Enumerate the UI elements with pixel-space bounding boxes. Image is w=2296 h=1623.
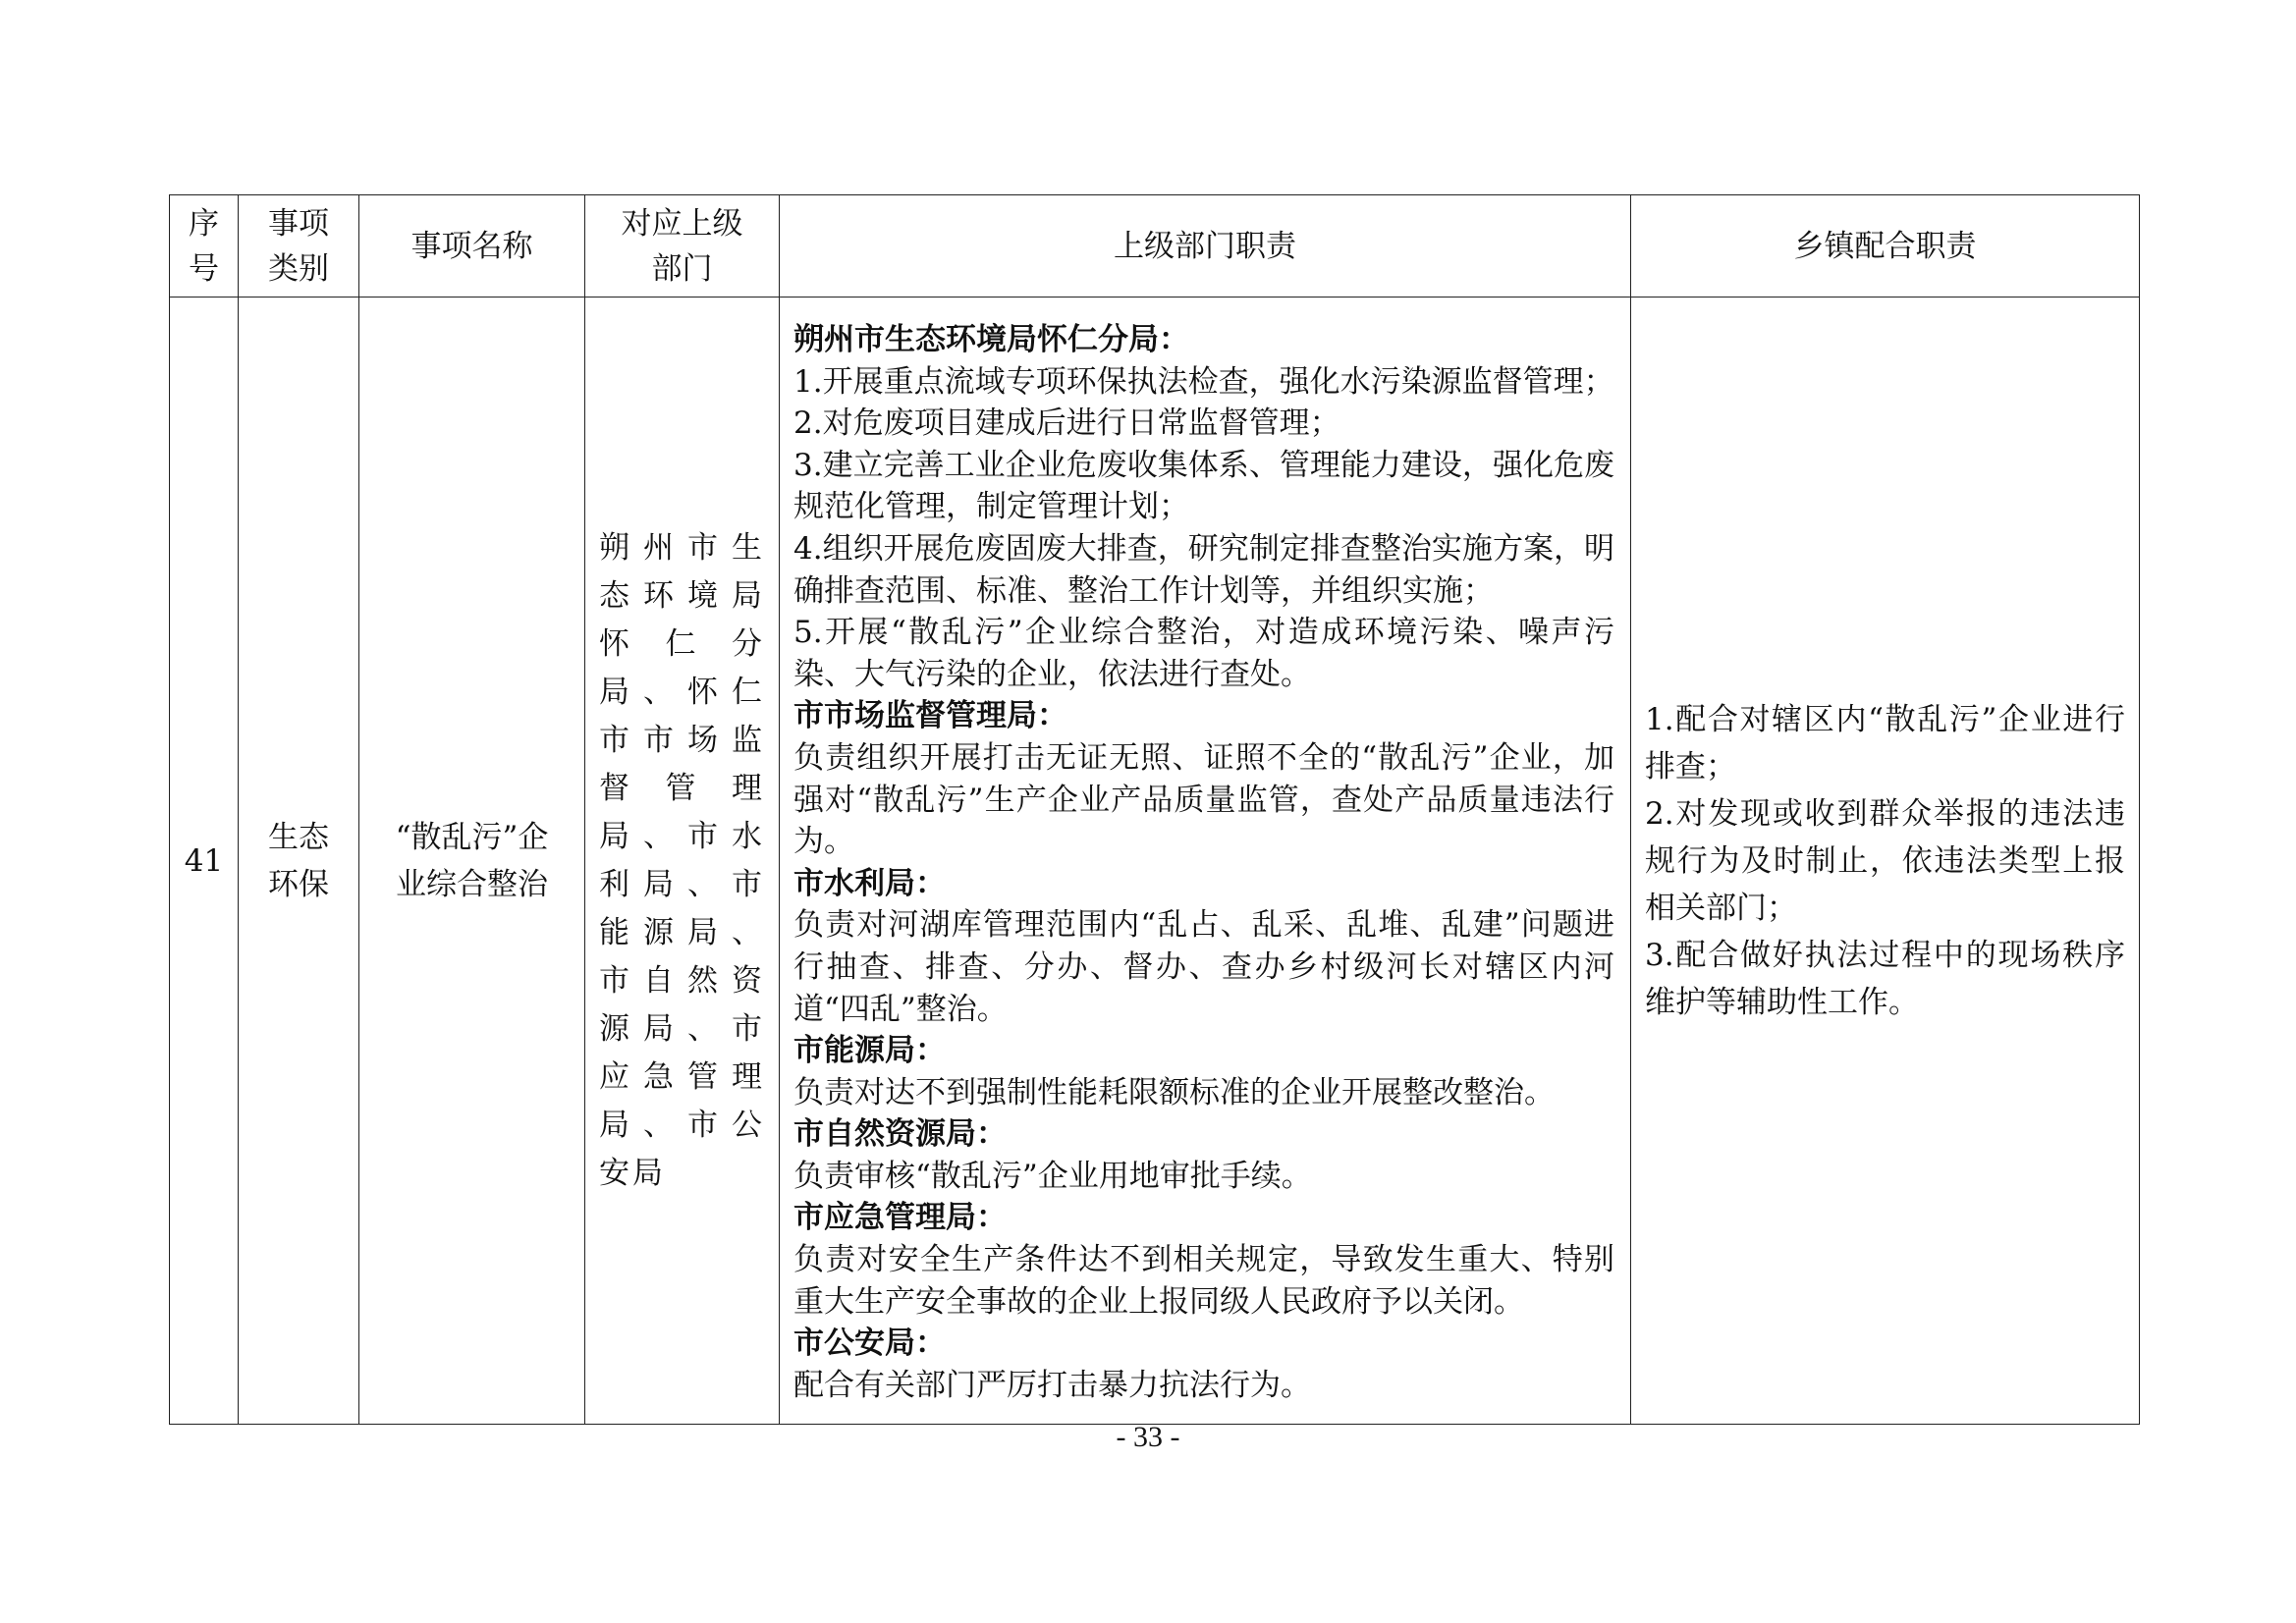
page-number: - 33 - [1116,1421,1180,1453]
header-item-name: 事项名称 [359,195,585,298]
header-category: 事项类别 [239,195,359,298]
cell-upper-dept: 朔州市生态环境局怀仁分局、怀仁市市场监督管理局、市水利局、市能源局、市自然资源局、市应急管理局、市公安局 [585,298,780,1425]
cell-seq: 41 [170,298,239,1425]
duty-line: 负责对达不到强制性能耗限额标准的企业开展整改整治。 [793,1074,1555,1110]
duty-line: 负责组织开展打击无证无照、证照不全的“散乱污”企业，加强对“散乱污”生产企业产品质量监管，查处产品质量违法行为。 [793,739,1614,860]
duty-line: 4.组织开展危废固废大排查，研究制定排查整治实施方案，明确排查范围、标准、整治工作计划等，并组织实施； [793,530,1614,609]
cell-upper-duties [780,298,1631,1425]
duty-section-title: 市能源局： [793,1033,946,1069]
duty-section-title: 市应急管理局： [793,1200,1007,1236]
town-duty-item: 1.配合对辖区内“散乱污”企业进行排查； [1645,701,2125,784]
header-upper-duties: 上级部门职责 [780,195,1631,298]
table-header-row [170,195,2140,298]
duty-line: 5.开展“散乱污”企业综合整治，对造成环境污染、噪声污染、大气污染的企业，依法进行查处。 [793,615,1614,692]
duty-section-title: 市市场监督管理局： [793,698,1067,734]
responsibility-table [169,194,2140,1425]
cell-town-duties [1631,298,2140,1425]
town-duty-list [1645,696,2125,1026]
duty-line: 负责对河湖库管理范围内“乱占、乱采、乱堆、乱建”问题进行抽查、排查、分办、督办、查办乡村级河长对辖区内河道“四乱”整治。 [793,907,1614,1027]
duty-line: 负责对安全生产条件达不到相关规定，导致发生重大、特别重大生产安全事故的企业上报同级人民政府予以关闭。 [793,1242,1614,1320]
town-duty-item: 2.对发现或收到群众举报的违法违规行为及时制止，依违法类型上报相关部门； [1645,795,2125,926]
cell-item-name: “散乱污”企业综合整治 [359,298,585,1425]
header-upper-dept: 对应上级部门 [585,195,780,298]
duty-section-title: 市公安局： [793,1325,946,1362]
duty-line: 3.建立完善工业企业危废收集体系、管理能力建设，强化危废规范化管理，制定管理计划； [793,447,1614,525]
duty-line: 配合有关部门严厉打击暴力抗法行为。 [793,1367,1311,1403]
header-seq: 序号 [170,195,239,298]
duty-section-title: 市水利局： [793,865,946,901]
duty-sections [793,319,1614,1406]
header-town-duties: 乡镇配合职责 [1631,195,2140,298]
table-row [170,298,2140,1425]
duty-line: 1.开展重点流域专项环保执法检查，强化水污染源监督管理； [793,363,1614,400]
town-duty-item: 3.配合做好执法过程中的现场秩序维护等辅助性工作。 [1645,937,2125,1020]
duty-section-title: 市自然资源局： [793,1116,1007,1153]
cell-category: 生态环保 [239,298,359,1425]
duty-section-title: 朔州市生态环境局怀仁分局： [793,322,1189,357]
duty-line: 2.对危废项目建成后进行日常监督管理； [793,406,1340,442]
duty-line: 负责审核“散乱污”企业用地审批手续。 [793,1158,1312,1194]
